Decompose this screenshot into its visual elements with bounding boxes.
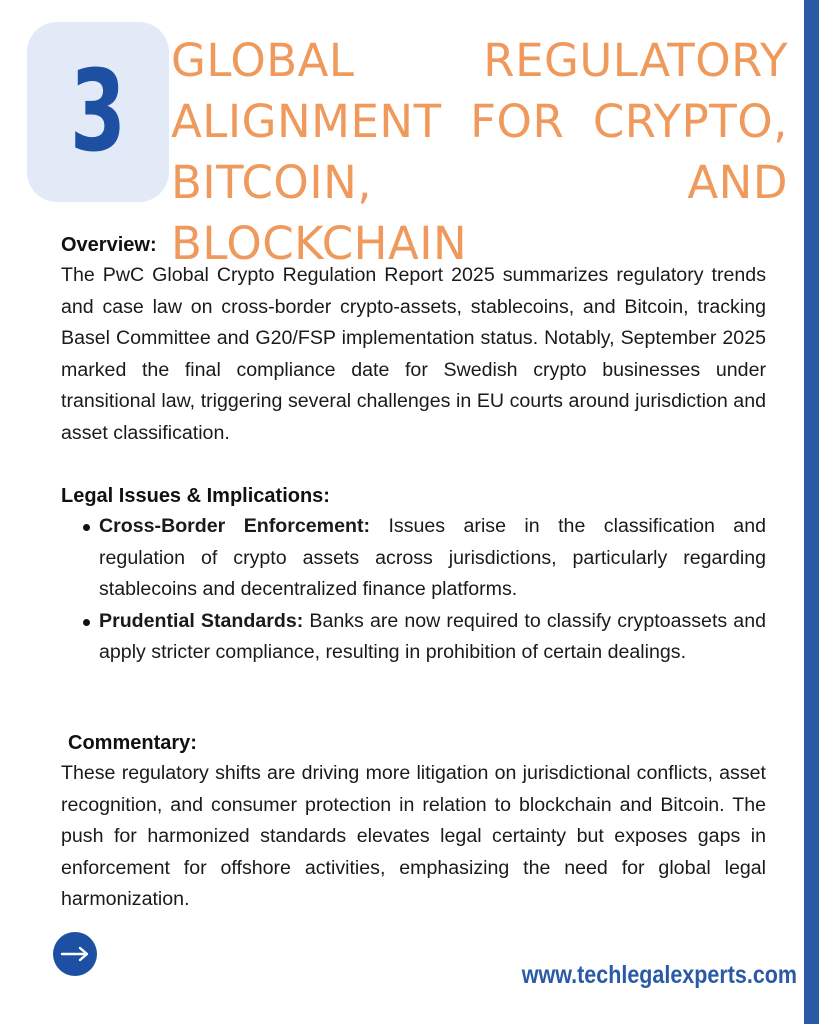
title-line-3: BITCOIN, AND BLOCKCHAIN — [171, 156, 788, 270]
list-item-text: Banks are now required to classify cryptoassets and apply stricter compliance, resulting in prohibition of certain dealings. — [99, 609, 766, 663]
list-item — [61, 606, 766, 669]
side-stripe — [804, 0, 819, 1024]
commentary-heading: Commentary: — [68, 732, 197, 754]
section-number: 3 — [69, 47, 127, 177]
overview-heading: Overview: — [61, 234, 157, 256]
commentary-section — [61, 728, 766, 916]
list-item-term: Cross-Border Enforcement: — [99, 515, 371, 537]
title-line-1: GLOBAL REGULATORY — [171, 34, 788, 87]
legal-issues-section — [61, 481, 766, 669]
website-url: www.techlegalexperts.com — [521, 961, 797, 989]
arrow-right-icon — [60, 946, 90, 962]
bullet-icon — [83, 524, 90, 531]
overview-section — [61, 230, 766, 449]
section-number-badge — [27, 22, 169, 202]
next-page-button[interactable] — [53, 932, 97, 976]
list-item-text: Issues arise in the classification and regulation of crypto assets across jurisdictions, particularly regarding stablecoins and decentralized finance platforms. — [99, 515, 766, 600]
title-line-2: ALIGNMENT FOR CRYPTO, — [171, 95, 788, 148]
overview-body: The PwC Global Crypto Regulation Report 2025 summarizes regulatory trends and case law on cross-border crypto-assets, stablecoins, and Bitcoin, tracking Basel Committee and G20/FSP implementation status. Notably, September 2025 marked the final compliance date for Swedish crypto businesses under transitional law, triggering several challenges in EU courts around jurisdiction and asset classification. — [61, 264, 766, 444]
commentary-body: These regulatory shifts are driving more litigation on jurisdictional conflicts, asset recognition, and consumer protection in relation to blockchain and Bitcoin. The push for harmonized standards elevates legal certainty but exposes gaps in enforcement for offshore activities, emphasizing the need for global legal harmonization. — [61, 762, 766, 910]
list-item — [61, 511, 766, 606]
bullet-icon — [83, 619, 90, 626]
legal-issues-heading: Legal Issues & Implications: — [61, 485, 330, 507]
legal-issues-list — [61, 511, 766, 669]
list-item-term: Prudential Standards: — [99, 609, 304, 632]
